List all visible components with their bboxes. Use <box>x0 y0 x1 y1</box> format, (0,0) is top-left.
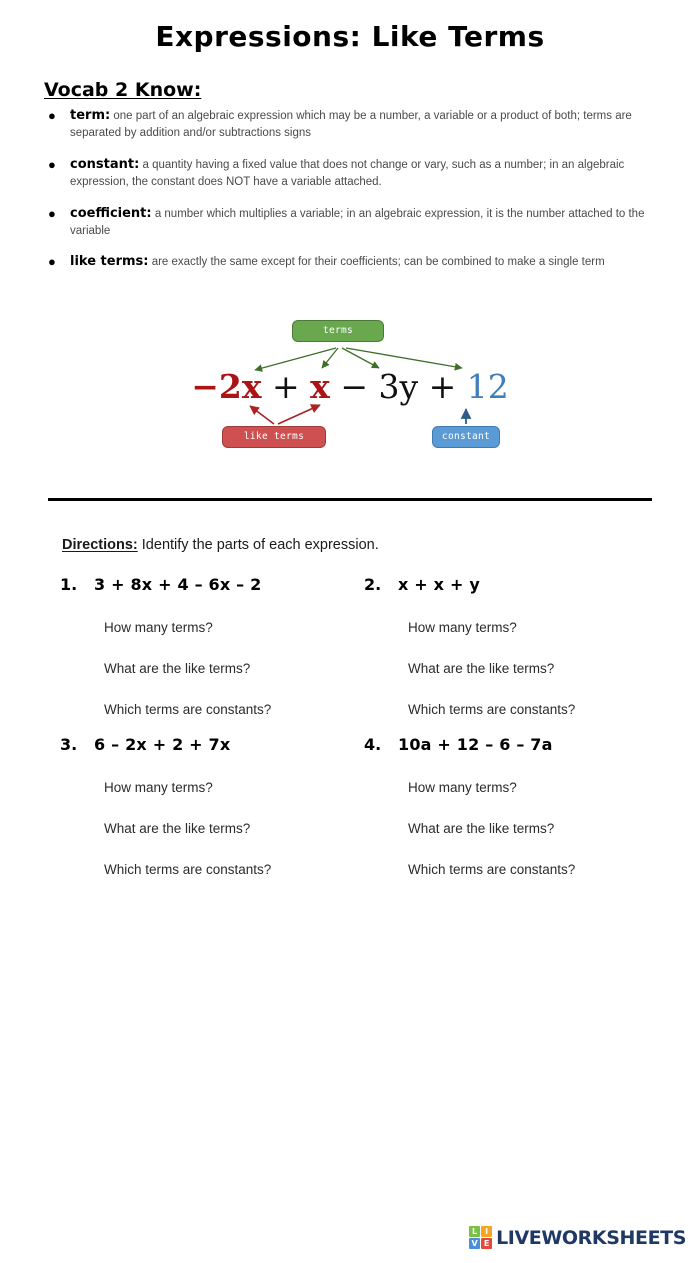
logo-tile-l: L <box>469 1226 480 1237</box>
directions <box>62 537 700 553</box>
problem-header <box>60 735 356 754</box>
vocab-definition: a number which multiplies a variable; in an algebraic expression, it is the number attached to the variable <box>70 207 645 238</box>
question-how-many-terms: How many terms? <box>408 619 517 635</box>
vocab-term: term: <box>70 108 111 123</box>
diagram-expression <box>170 366 530 406</box>
question-like-terms: What are the like terms? <box>104 820 251 836</box>
expression-part-term2: x <box>310 366 330 406</box>
diagram-label-like-terms: like terms <box>222 426 326 448</box>
vocab-term: constant: <box>70 156 140 172</box>
vocab-term: coefficient: <box>70 205 152 221</box>
problem-number: 1. <box>60 574 78 594</box>
expression-part-term1: −2x <box>191 366 262 406</box>
worksheet-page <box>0 20 700 1263</box>
bullet-icon: ● <box>48 205 56 221</box>
vocab-term: like terms: <box>70 254 149 270</box>
question-like-terms: What are the like terms? <box>104 660 251 676</box>
directions-label: Directions: <box>62 536 138 553</box>
logo-tile-i: I <box>481 1226 492 1237</box>
question-how-many-terms: How many terms? <box>408 779 517 795</box>
directions-text: Identify the parts of each expression. <box>141 536 379 553</box>
problem-expression: 6 – 2x + 2 + 7x <box>94 734 231 754</box>
vocab-item <box>48 205 654 240</box>
logo-brand-text: LIVEWORKSHEETS <box>496 1226 686 1249</box>
diagram-label-constant: constant <box>432 426 500 448</box>
problem-number: 4. <box>364 734 382 754</box>
vocab-definition: one part of an algebraic expression which may be a number, a variable or a product of both; terms are separated by addition and/or subtractions signs <box>70 110 632 140</box>
vocab-item <box>48 107 654 142</box>
vocab-heading: Vocab 2 Know: <box>44 79 202 101</box>
problem-expression: x + x + y <box>398 574 480 594</box>
vocab-list <box>48 107 654 272</box>
question-how-many-terms: How many terms? <box>104 619 213 635</box>
expression-part-term3: 3y <box>378 366 419 406</box>
problem-2 <box>356 575 660 717</box>
expression-operator: + <box>428 366 457 406</box>
question-constants: Which terms are constants? <box>104 701 272 717</box>
bullet-icon: ● <box>48 156 56 172</box>
diagram-label-terms: terms <box>292 320 384 342</box>
problem-header <box>60 575 356 594</box>
problem-number: 3. <box>60 734 78 754</box>
vocab-item <box>48 156 654 191</box>
section-divider <box>48 498 652 501</box>
problems-grid <box>52 575 660 877</box>
question-like-terms: What are the like terms? <box>408 660 555 676</box>
problem-1 <box>52 575 356 717</box>
bullet-icon: ● <box>48 254 56 270</box>
expression-operator: + <box>272 366 300 406</box>
problem-number: 2. <box>364 574 382 594</box>
question-like-terms: What are the like terms? <box>408 820 555 836</box>
expression-diagram <box>0 310 700 460</box>
page-title: Expressions: Like Terms <box>155 20 545 53</box>
problem-3 <box>52 735 356 877</box>
logo-tile-e: E <box>481 1238 492 1249</box>
liveworksheets-logo[interactable] <box>469 1226 686 1249</box>
logo-tiles-icon <box>469 1226 492 1249</box>
problem-expression: 10a + 12 – 6 – 7a <box>398 734 553 754</box>
question-constants: Which terms are constants? <box>408 701 576 717</box>
logo-tile-v: V <box>469 1238 480 1249</box>
problem-4 <box>356 735 660 877</box>
vocab-definition: a quantity having a fixed value that does not change or vary, such as a number; in an algebraic expression, the constant does NOT have a variable attached. <box>70 158 625 189</box>
vocab-definition: are exactly the same except for their coefficients; can be combined to make a single term <box>151 256 605 269</box>
problem-expression: 3 + 8x + 4 – 6x – 2 <box>94 574 262 594</box>
problem-header <box>364 735 660 754</box>
bullet-icon: ● <box>48 108 56 123</box>
question-constants: Which terms are constants? <box>104 861 272 877</box>
vocab-item <box>48 253 654 271</box>
expression-operator: − <box>340 366 368 406</box>
problem-header <box>364 575 660 594</box>
question-how-many-terms: How many terms? <box>104 779 213 795</box>
expression-part-term4: 12 <box>466 366 509 406</box>
question-constants: Which terms are constants? <box>408 861 576 877</box>
